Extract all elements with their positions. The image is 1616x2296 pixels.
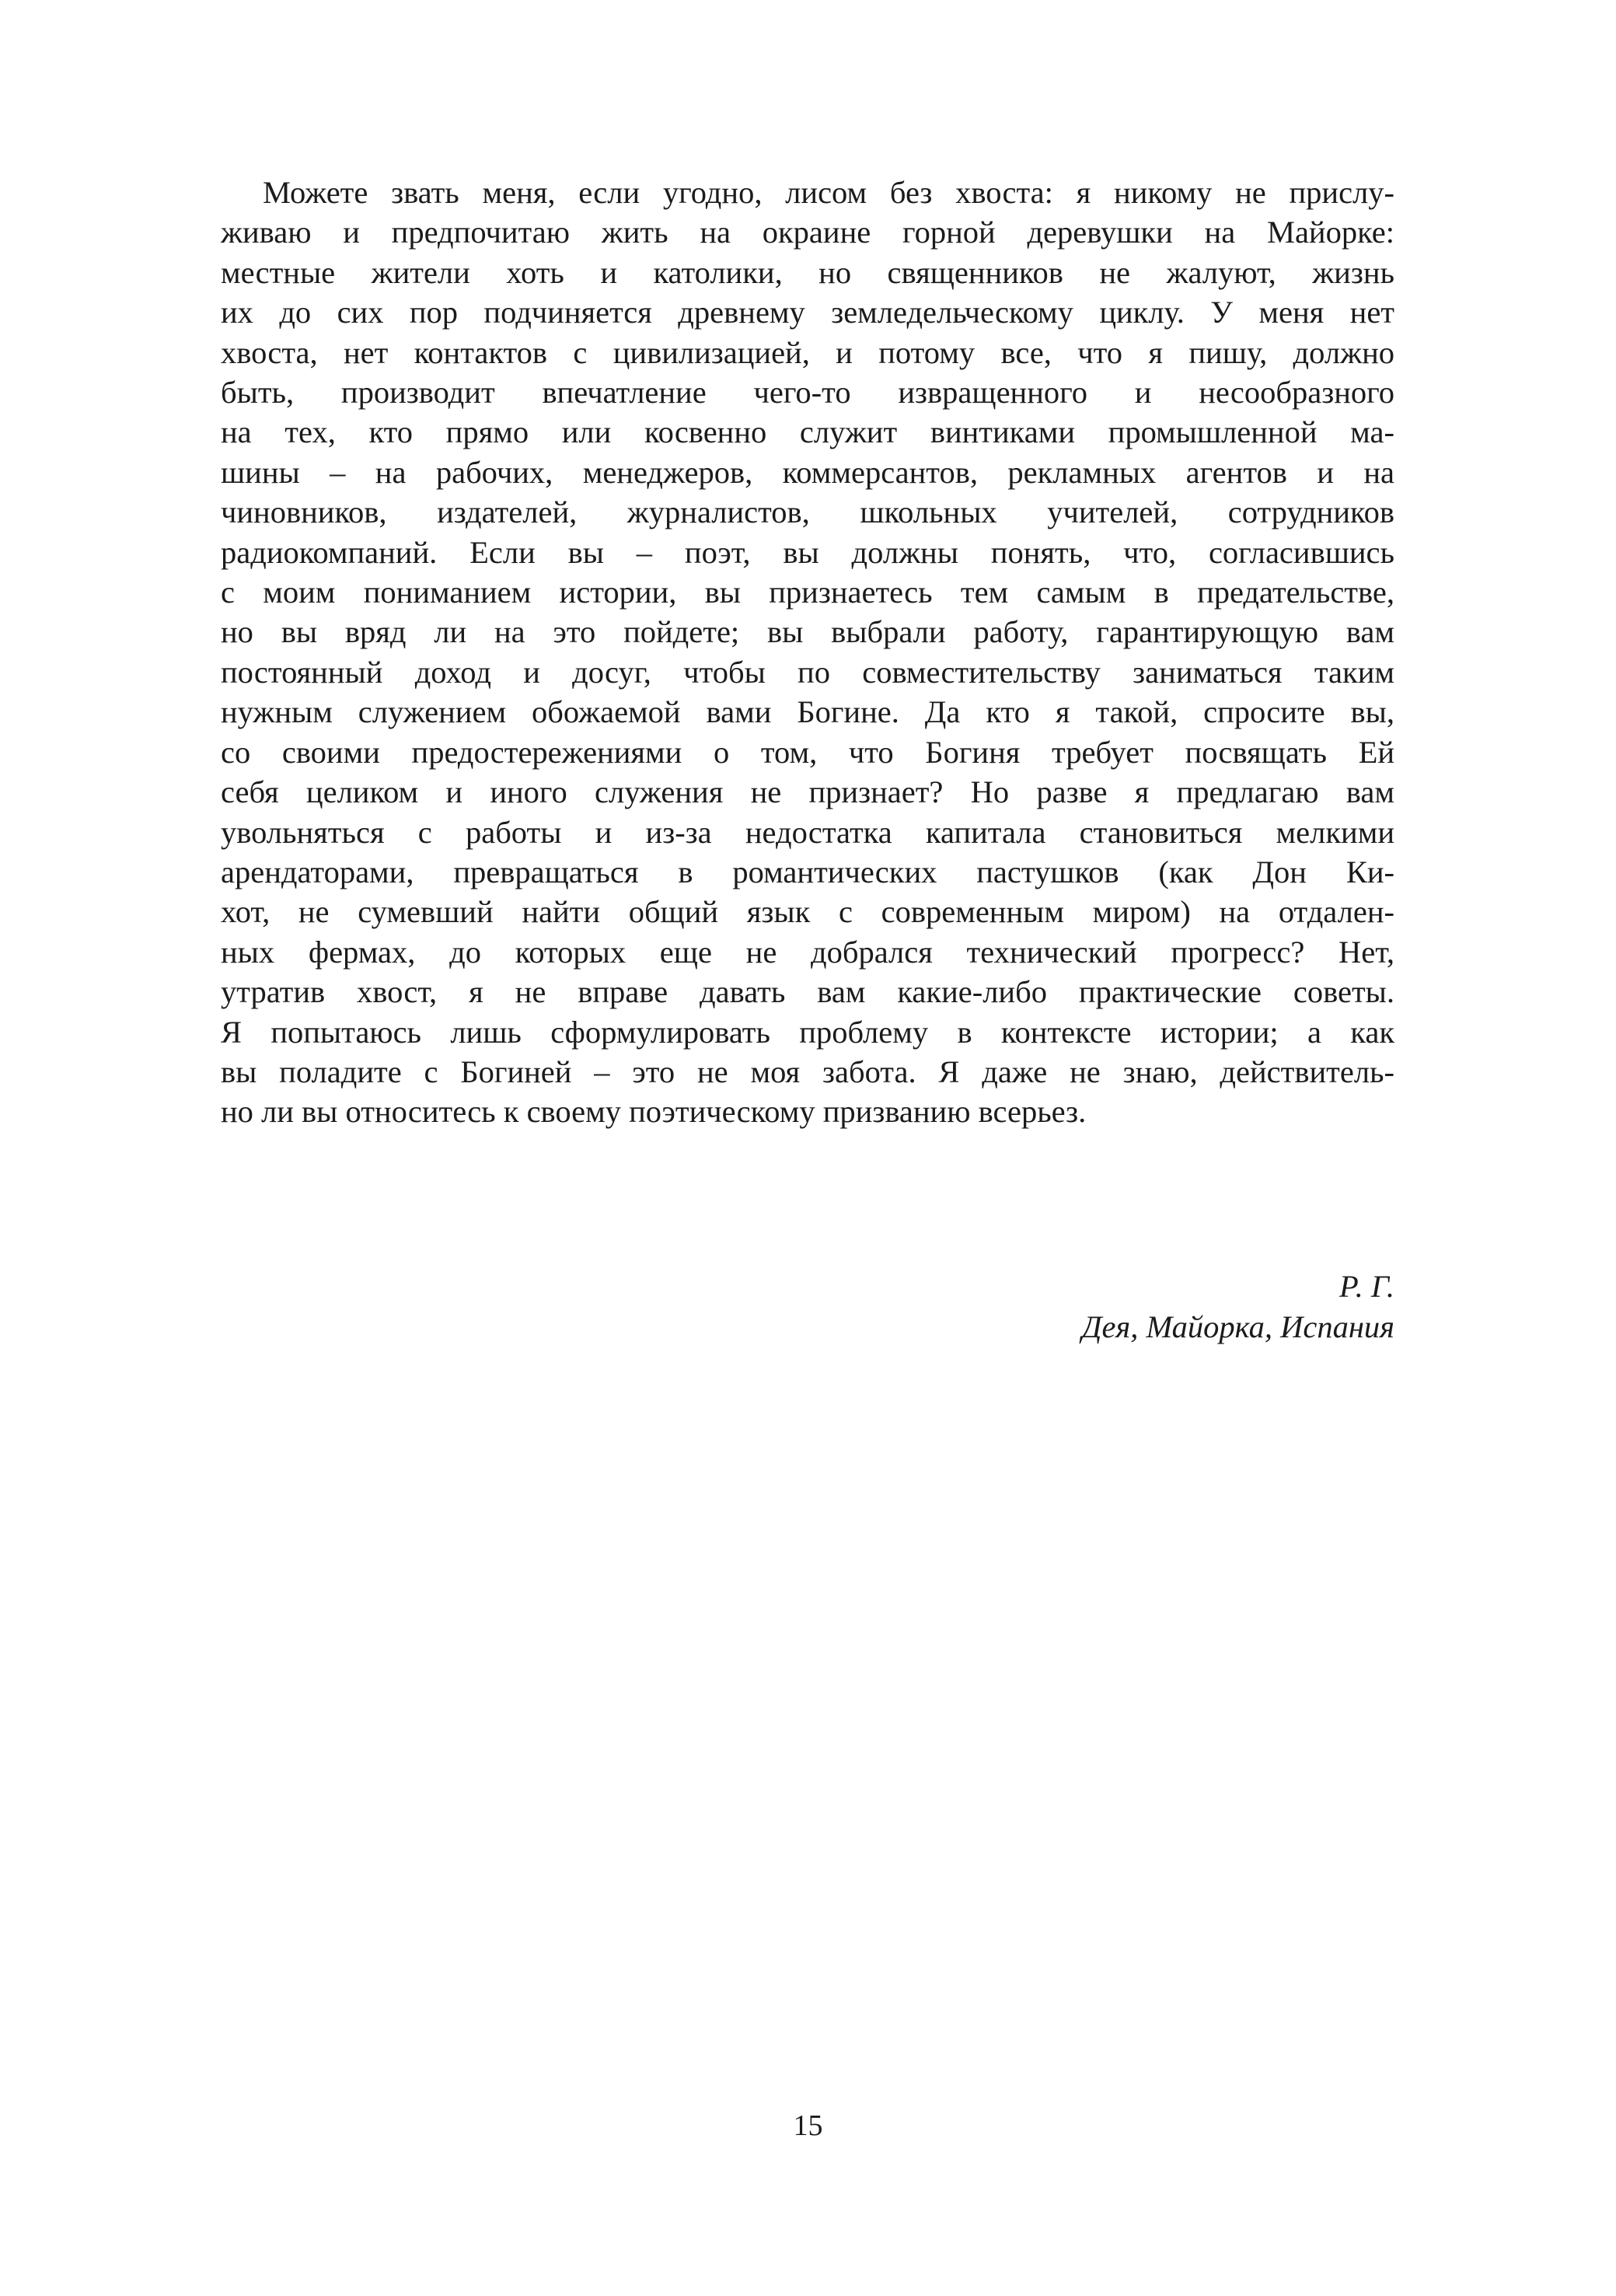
paragraph-line: хот, не сумевший найти общий язык с современным миром) на отдален- <box>221 894 1394 930</box>
paragraph-line: на тех, кто прямо или косвенно служит винтиками промышленной ма- <box>221 414 1394 450</box>
paragraph-line: быть, производит впечатление чего-то извращенного и несообразного <box>221 375 1394 411</box>
paragraph-line: хвоста, нет контактов с цивилизацией, и потому все, что я пишу, должно <box>221 334 1394 370</box>
paragraph-line: Можете звать меня, если угодно, лисом без хвоста: я никому не прислу- <box>263 175 1394 210</box>
signature-block <box>1082 1267 1394 1347</box>
body-paragraph <box>221 173 1394 1132</box>
paragraph-line: постоянный доход и досуг, чтобы по совместительству заниматься таким <box>221 654 1394 690</box>
paragraph-line: ных фермах, до которых еще не добрался технический прогресс? Нет, <box>221 934 1394 970</box>
paragraph-line: их до сих пор подчиняется древнему земледельческому циклу. У меня нет <box>221 295 1394 330</box>
paragraph-line: радиокомпаний. Если вы – поэт, вы должны понять, что, согласившись <box>221 534 1394 570</box>
paragraph-line: увольняться с работы и из-за недостатка капитала становиться мелкими <box>221 814 1394 850</box>
paragraph-line: местные жители хоть и католики, но священников не жалуют, жизнь <box>221 254 1394 290</box>
paragraph-line: Я попытаюсь лишь сформулировать проблему в контексте истории; а как <box>221 1014 1394 1050</box>
paragraph-line: с моим пониманием истории, вы признаетесь тем самым в предательстве, <box>221 575 1394 610</box>
paragraph-line: со своими предостережениями о том, что Богиня требует посвящать Ей <box>221 734 1394 770</box>
paragraph-line: чиновников, издателей, журналистов, школьных учителей, сотрудников <box>221 494 1394 530</box>
paragraph-line: шины – на рабочих, менеджеров, коммерсантов, рекламных агентов и на <box>221 454 1394 490</box>
paragraph-line: утратив хвост, я не вправе давать вам какие-либо практические советы. <box>221 974 1394 1010</box>
paragraph-line: нужным служением обожаемой вами Богине. Да кто я такой, спросите вы, <box>221 694 1394 730</box>
paragraph-line: вы поладите с Богиней – это не моя забота. Я даже не знаю, действитель- <box>221 1054 1394 1089</box>
paragraph-line: но вы вряд ли на это пойдете; вы выбрали работу, гарантирующую вам <box>221 614 1394 650</box>
paragraph-line: живаю и предпочитаю жить на окраине горной деревушки на Майорке: <box>221 215 1394 250</box>
signature-initials: Р. Г. <box>1339 1269 1394 1304</box>
paragraph-line: но ли вы относитесь к своему поэтическому призванию всерьез. <box>221 1094 1087 1130</box>
signature-place: Дея, Майорка, Испания <box>1081 1309 1394 1344</box>
page-number: 15 <box>793 2109 823 2142</box>
paragraph-line: арендаторами, превращаться в романтических пастушков (как Дон Ки- <box>221 854 1394 889</box>
paragraph-line: себя целиком и иного служения не признает? Но разве я предлагаю вам <box>221 774 1394 810</box>
